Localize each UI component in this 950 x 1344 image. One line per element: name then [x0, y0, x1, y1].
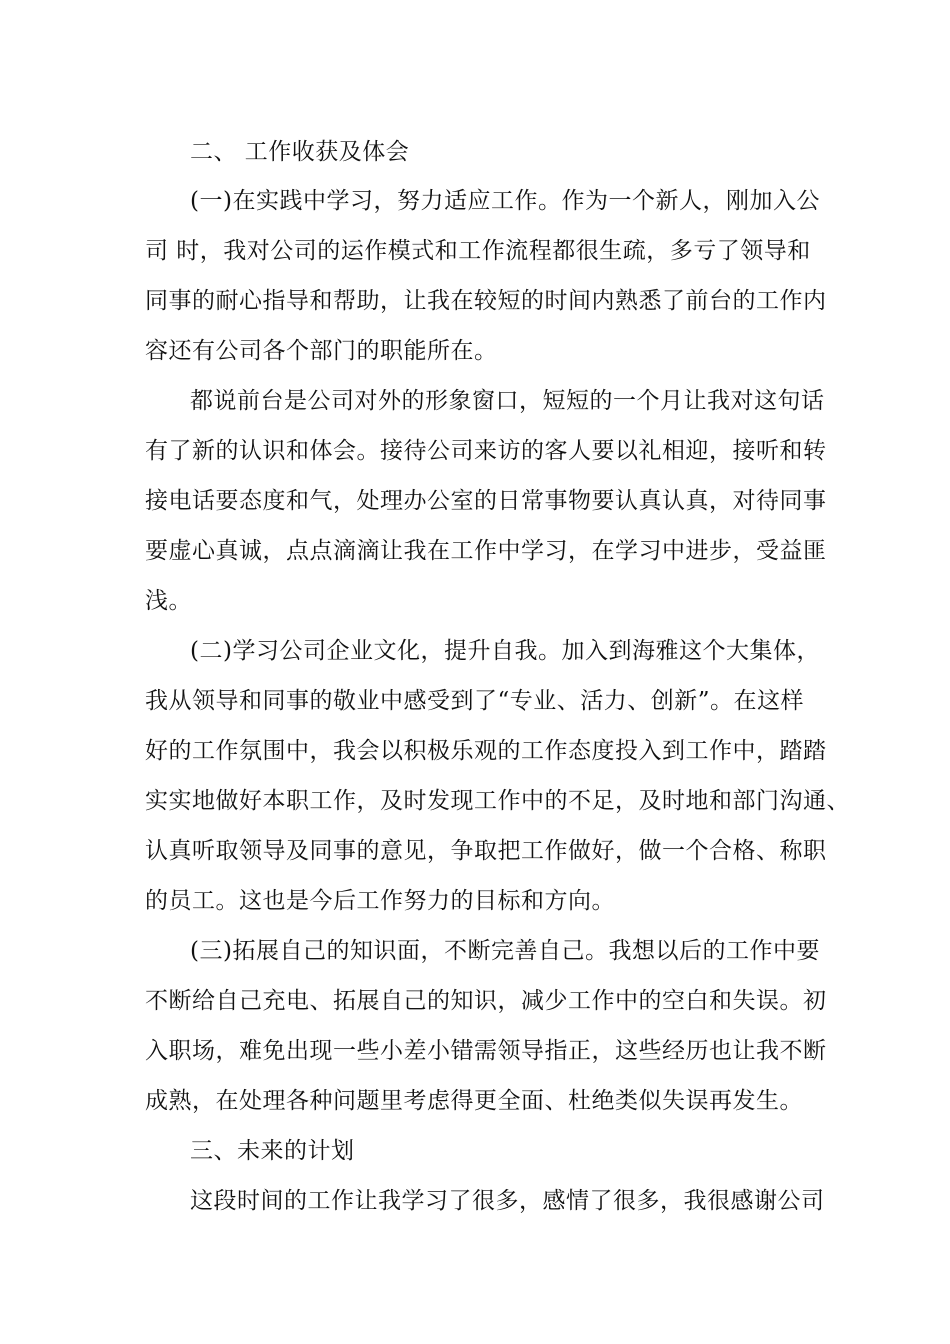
paragraph-line: 实实地做好本职工作，及时发现工作中的不足，及时地和部门沟通、 — [145, 788, 850, 814]
section-heading-2: 二、 工作收获及体会 — [190, 139, 410, 165]
paragraph-line: 的员工。这也是今后工作努力的目标和方向。 — [145, 888, 615, 914]
paragraph-line: 同事的耐心指导和帮助，让我在较短的时间内熟悉了前台的工作内 — [145, 288, 827, 314]
paragraph-line: 这段时间的工作让我学习了很多，感情了很多，我很感谢公司 — [190, 1188, 825, 1214]
paragraph-line: (二)学习公司企业文化，提升自我。加入到海雅这个大集体， — [190, 638, 820, 664]
paragraph-line: 浅。 — [145, 588, 192, 614]
paragraph-line: 有了新的认识和体会。接待公司来访的客人要以礼相迎，接听和转 — [145, 438, 827, 464]
paragraph-line: 接电话要态度和气，处理办公室的日常事物要认真认真，对待同事 — [145, 488, 827, 514]
paragraph-line: 我从领导和同事的敬业中感受到了“专业、活力、创新”。在这样 — [145, 688, 805, 714]
paragraph-line: 不断给自己充电、拓展自己的知识，减少工作中的空白和失误。初 — [145, 988, 827, 1014]
paragraph-line: 认真听取领导及同事的意见，争取把工作做好，做一个合格、称职 — [145, 838, 827, 864]
paragraph-line: 都说前台是公司对外的形象窗口，短短的一个月让我对这句话 — [190, 388, 825, 414]
paragraph-line: 司 时，我对公司的运作模式和工作流程都很生疏，多亏了领导和 — [145, 238, 811, 264]
paragraph-line: 容还有公司各个部门的职能所在。 — [145, 338, 498, 364]
paragraph-line: 好的工作氛围中，我会以积极乐观的工作态度投入到工作中，踏踏 — [145, 738, 827, 764]
paragraph-line: 成熟，在处理各种问题里考虑得更全面、杜绝类似失误再发生。 — [145, 1088, 803, 1114]
paragraph-line: 入职场，难免出现一些小差小错需领导指正，这些经历也让我不断 — [145, 1038, 827, 1064]
paragraph-line: 要虚心真诚，点点滴滴让我在工作中学习，在学习中进步，受益匪 — [145, 538, 827, 564]
section-heading-3: 三、未来的计划 — [190, 1138, 355, 1164]
paragraph-line: (一)在实践中学习，努力适应工作。作为一个新人，刚加入公 — [190, 188, 820, 214]
paragraph-line: (三)拓展自己的知识面，不断完善自己。我想以后的工作中要 — [190, 938, 820, 964]
